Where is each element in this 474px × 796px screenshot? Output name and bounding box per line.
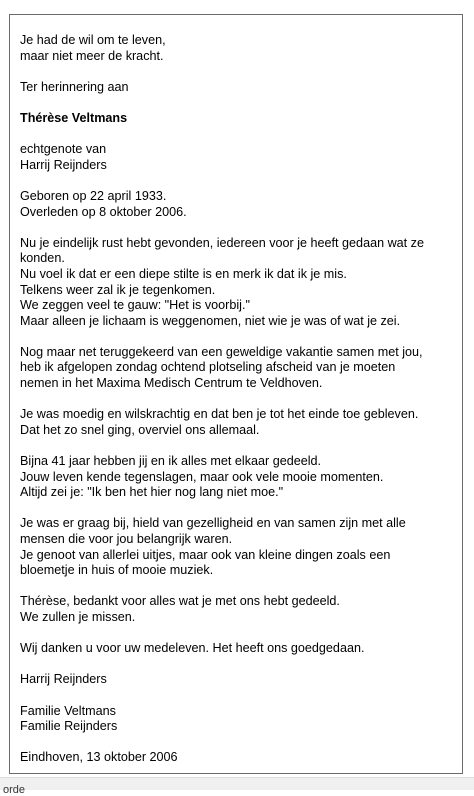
footer-partial-text: orde xyxy=(3,784,26,796)
text-line: Je had de wil om te leven, xyxy=(20,33,166,47)
text-line: konden. xyxy=(20,251,65,266)
text-line: Je genoot van allerlei uitjes, maar ook van kleine dingen zoals een xyxy=(20,547,391,562)
text-line: Overleden op 8 oktober 2006. xyxy=(20,204,187,219)
text-line: Thérèse, bedankt voor alles wat je met ons hebt gedeeld. xyxy=(20,594,340,609)
paragraph xyxy=(20,672,455,688)
text-line: bloemetje in huis of mooie muziek. xyxy=(20,563,214,578)
text-line: Geboren op 22 april 1933. xyxy=(20,188,167,203)
deceased-name: Thérèse Veltmans xyxy=(20,110,128,125)
obituary-card xyxy=(9,14,463,774)
paragraph xyxy=(20,236,455,330)
text-line: Jouw leven kende tegenslagen, maar ook vele mooie momenten. xyxy=(20,469,384,484)
paragraph xyxy=(20,704,455,735)
text-line: echtgenote van xyxy=(20,142,107,157)
paragraph xyxy=(20,454,455,501)
text-line: Nog maar net teruggekeerd van een geweldige vakantie samen met jou, xyxy=(20,344,423,359)
text-line: heb ik afgelopen zondag ochtend plotseling afscheid van je moeten xyxy=(20,360,396,375)
paragraph xyxy=(20,345,455,392)
text-line: Familie Veltmans xyxy=(20,703,116,718)
paragraph xyxy=(20,142,455,173)
text-line: We zullen je missen. xyxy=(20,609,136,624)
paragraph xyxy=(20,189,455,220)
text-line: Maar alleen je lichaam is weggenomen, niet wie je was of wat je zei. xyxy=(20,313,401,328)
text-line: Altijd zei je: "Ik ben het hier nog lang niet moe." xyxy=(20,485,284,500)
paragraph xyxy=(20,80,455,96)
text-line: Telkens weer zal ik je tegenkomen. xyxy=(20,282,216,297)
text-line: Harrij Reijnders xyxy=(20,672,107,687)
text-line: Je was er graag bij, hield van gezelligheid en van samen zijn met alle xyxy=(20,516,406,531)
bottom-strip xyxy=(0,777,474,796)
paragraph xyxy=(20,111,455,127)
text-line: Harrij Reijnders xyxy=(20,157,107,172)
text-line: Nu voel ik dat er een diepe stilte is en merk ik dat ik je mis. xyxy=(20,266,347,281)
paragraph xyxy=(20,516,455,578)
text-line: Bijna 41 jaar hebben jij en ik alles met elkaar gedeeld. xyxy=(20,454,322,469)
paragraph xyxy=(20,641,455,657)
paragraph xyxy=(20,33,455,64)
text-line: Ter herinnering aan xyxy=(20,79,129,94)
obituary-text xyxy=(20,33,455,782)
paragraph xyxy=(20,407,455,438)
text-line: maar niet meer de kracht. xyxy=(20,48,164,63)
paragraph xyxy=(20,750,455,766)
text-line: Dat het zo snel ging, overviel ons allemaal. xyxy=(20,422,260,437)
text-line: Eindhoven, 13 oktober 2006 xyxy=(20,750,178,765)
text-line: nemen in het Maxima Medisch Centrum te Veldhoven. xyxy=(20,376,323,391)
text-line: We zeggen veel te gauw: "Het is voorbij." xyxy=(20,298,250,313)
text-line: Nu je eindelijk rust hebt gevonden, iedereen voor je heeft gedaan wat ze xyxy=(20,235,424,250)
text-line: mensen die voor jou belangrijk waren. xyxy=(20,532,233,546)
paragraph xyxy=(20,594,455,625)
text-line: Familie Reijnders xyxy=(20,719,118,734)
text-line: Je was moedig en wilskrachtig en dat ben je tot het einde toe gebleven. xyxy=(20,407,419,422)
text-line: Wij danken u voor uw medeleven. Het heeft ons goedgedaan. xyxy=(20,641,365,656)
